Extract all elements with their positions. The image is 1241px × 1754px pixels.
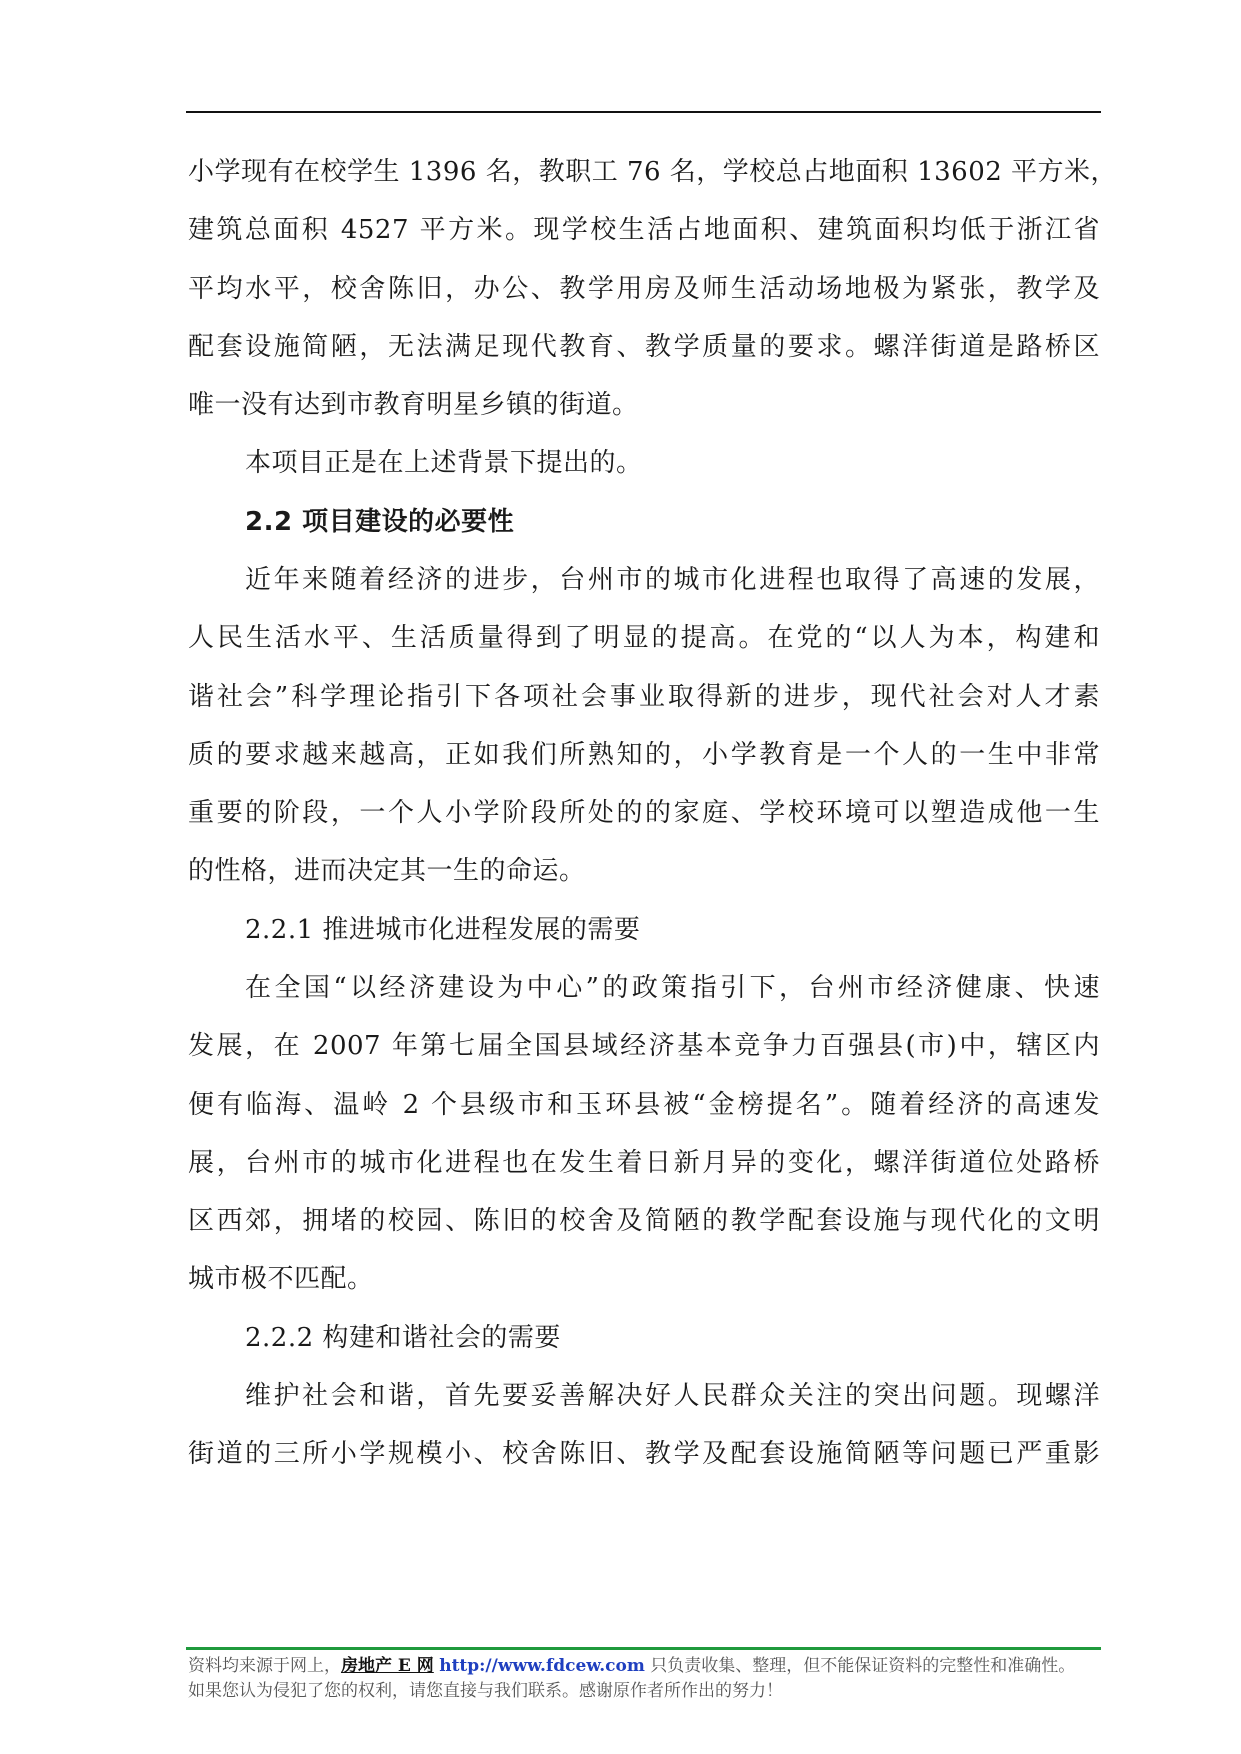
body-line: 谐社会”科学理论指引下各项社会事业取得新的进步，现代社会对人才素 [188, 682, 1100, 712]
body-line: 小学现有在校学生 1396 名，教职工 76 名，学校总占地面积 13602 平方米， [188, 157, 1118, 187]
subsection-heading: 2.2.2 构建和谐社会的需要 [245, 1323, 561, 1353]
body-line: 唯一没有达到市教育明星乡镇的街道。 [188, 390, 639, 420]
body-line: 近年来随着经济的进步，台州市的城市化进程也取得了高速的发展， [245, 565, 1100, 595]
body-line: 配套设施简陋，无法满足现代教育、教学质量的要求。螺洋街道是路桥区 [188, 332, 1100, 362]
footer-rule [186, 1647, 1101, 1650]
body-line: 质的要求越来越高，正如我们所熟知的，小学教育是一个人的一生中非常 [188, 740, 1100, 770]
subsection-heading: 2.2.1 推进城市化进程发展的需要 [245, 915, 641, 945]
body-line: 平均水平，校舍陈旧，办公、教学用房及师生活动场地极为紧张，教学及 [188, 274, 1100, 304]
footer-brand-link[interactable]: 房地产 E 网 [341, 1656, 434, 1676]
body-line: 建筑总面积 4527 平方米。现学校生活占地面积、建筑面积均低于浙江省 [188, 215, 1100, 245]
body-line: 维护社会和谐，首先要妥善解决好人民群众关注的突出问题。现螺洋 [245, 1381, 1100, 1411]
footer-prefix: 资料均来源于网上， [188, 1656, 341, 1676]
body-line: 人民生活水平、生活质量得到了明显的提高。在党的“以人为本，构建和 [188, 623, 1100, 653]
footer-url-link[interactable]: http://www.fdcew.com [439, 1656, 645, 1676]
footer-line-1 [188, 1654, 1103, 1679]
body-line: 在全国“以经济建设为中心”的政策指引下，台州市经济健康、快速 [245, 973, 1100, 1003]
body-line: 本项目正是在上述背景下提出的。 [245, 448, 643, 478]
body-line: 城市极不匹配。 [188, 1264, 374, 1294]
footer-line-2: 如果您认为侵犯了您的权利，请您直接与我们联系。感谢原作者所作出的努力！ [188, 1681, 783, 1701]
body-line: 便有临海、温岭 2 个县级市和玉环县被“金榜提名”。随着经济的高速发 [188, 1090, 1100, 1120]
body-line: 的性格，进而决定其一生的命运。 [188, 856, 586, 886]
body-line: 街道的三所小学规模小、校舍陈旧、教学及配套设施简陋等问题已严重影 [188, 1439, 1100, 1469]
body-line: 发展，在 2007 年第七届全国县域经济基本竞争力百强县(市)中，辖区内 [188, 1031, 1100, 1061]
body-line: 展，台州市的城市化进程也在发生着日新月异的变化，螺洋街道位处路桥 [188, 1148, 1100, 1178]
footer-suffix: 只负责收集、整理，但不能保证资料的完整性和准确性。 [644, 1656, 1076, 1676]
footer-disclaimer [188, 1654, 1103, 1704]
body-line: 区西郊，拥堵的校园、陈旧的校舍及简陋的教学配套设施与现代化的文明 [188, 1206, 1100, 1236]
section-heading: 2.2 项目建设的必要性 [245, 507, 515, 537]
body-line: 重要的阶段，一个人小学阶段所处的的家庭、学校环境可以塑造成他一生 [188, 798, 1100, 828]
header-rule [186, 111, 1101, 113]
